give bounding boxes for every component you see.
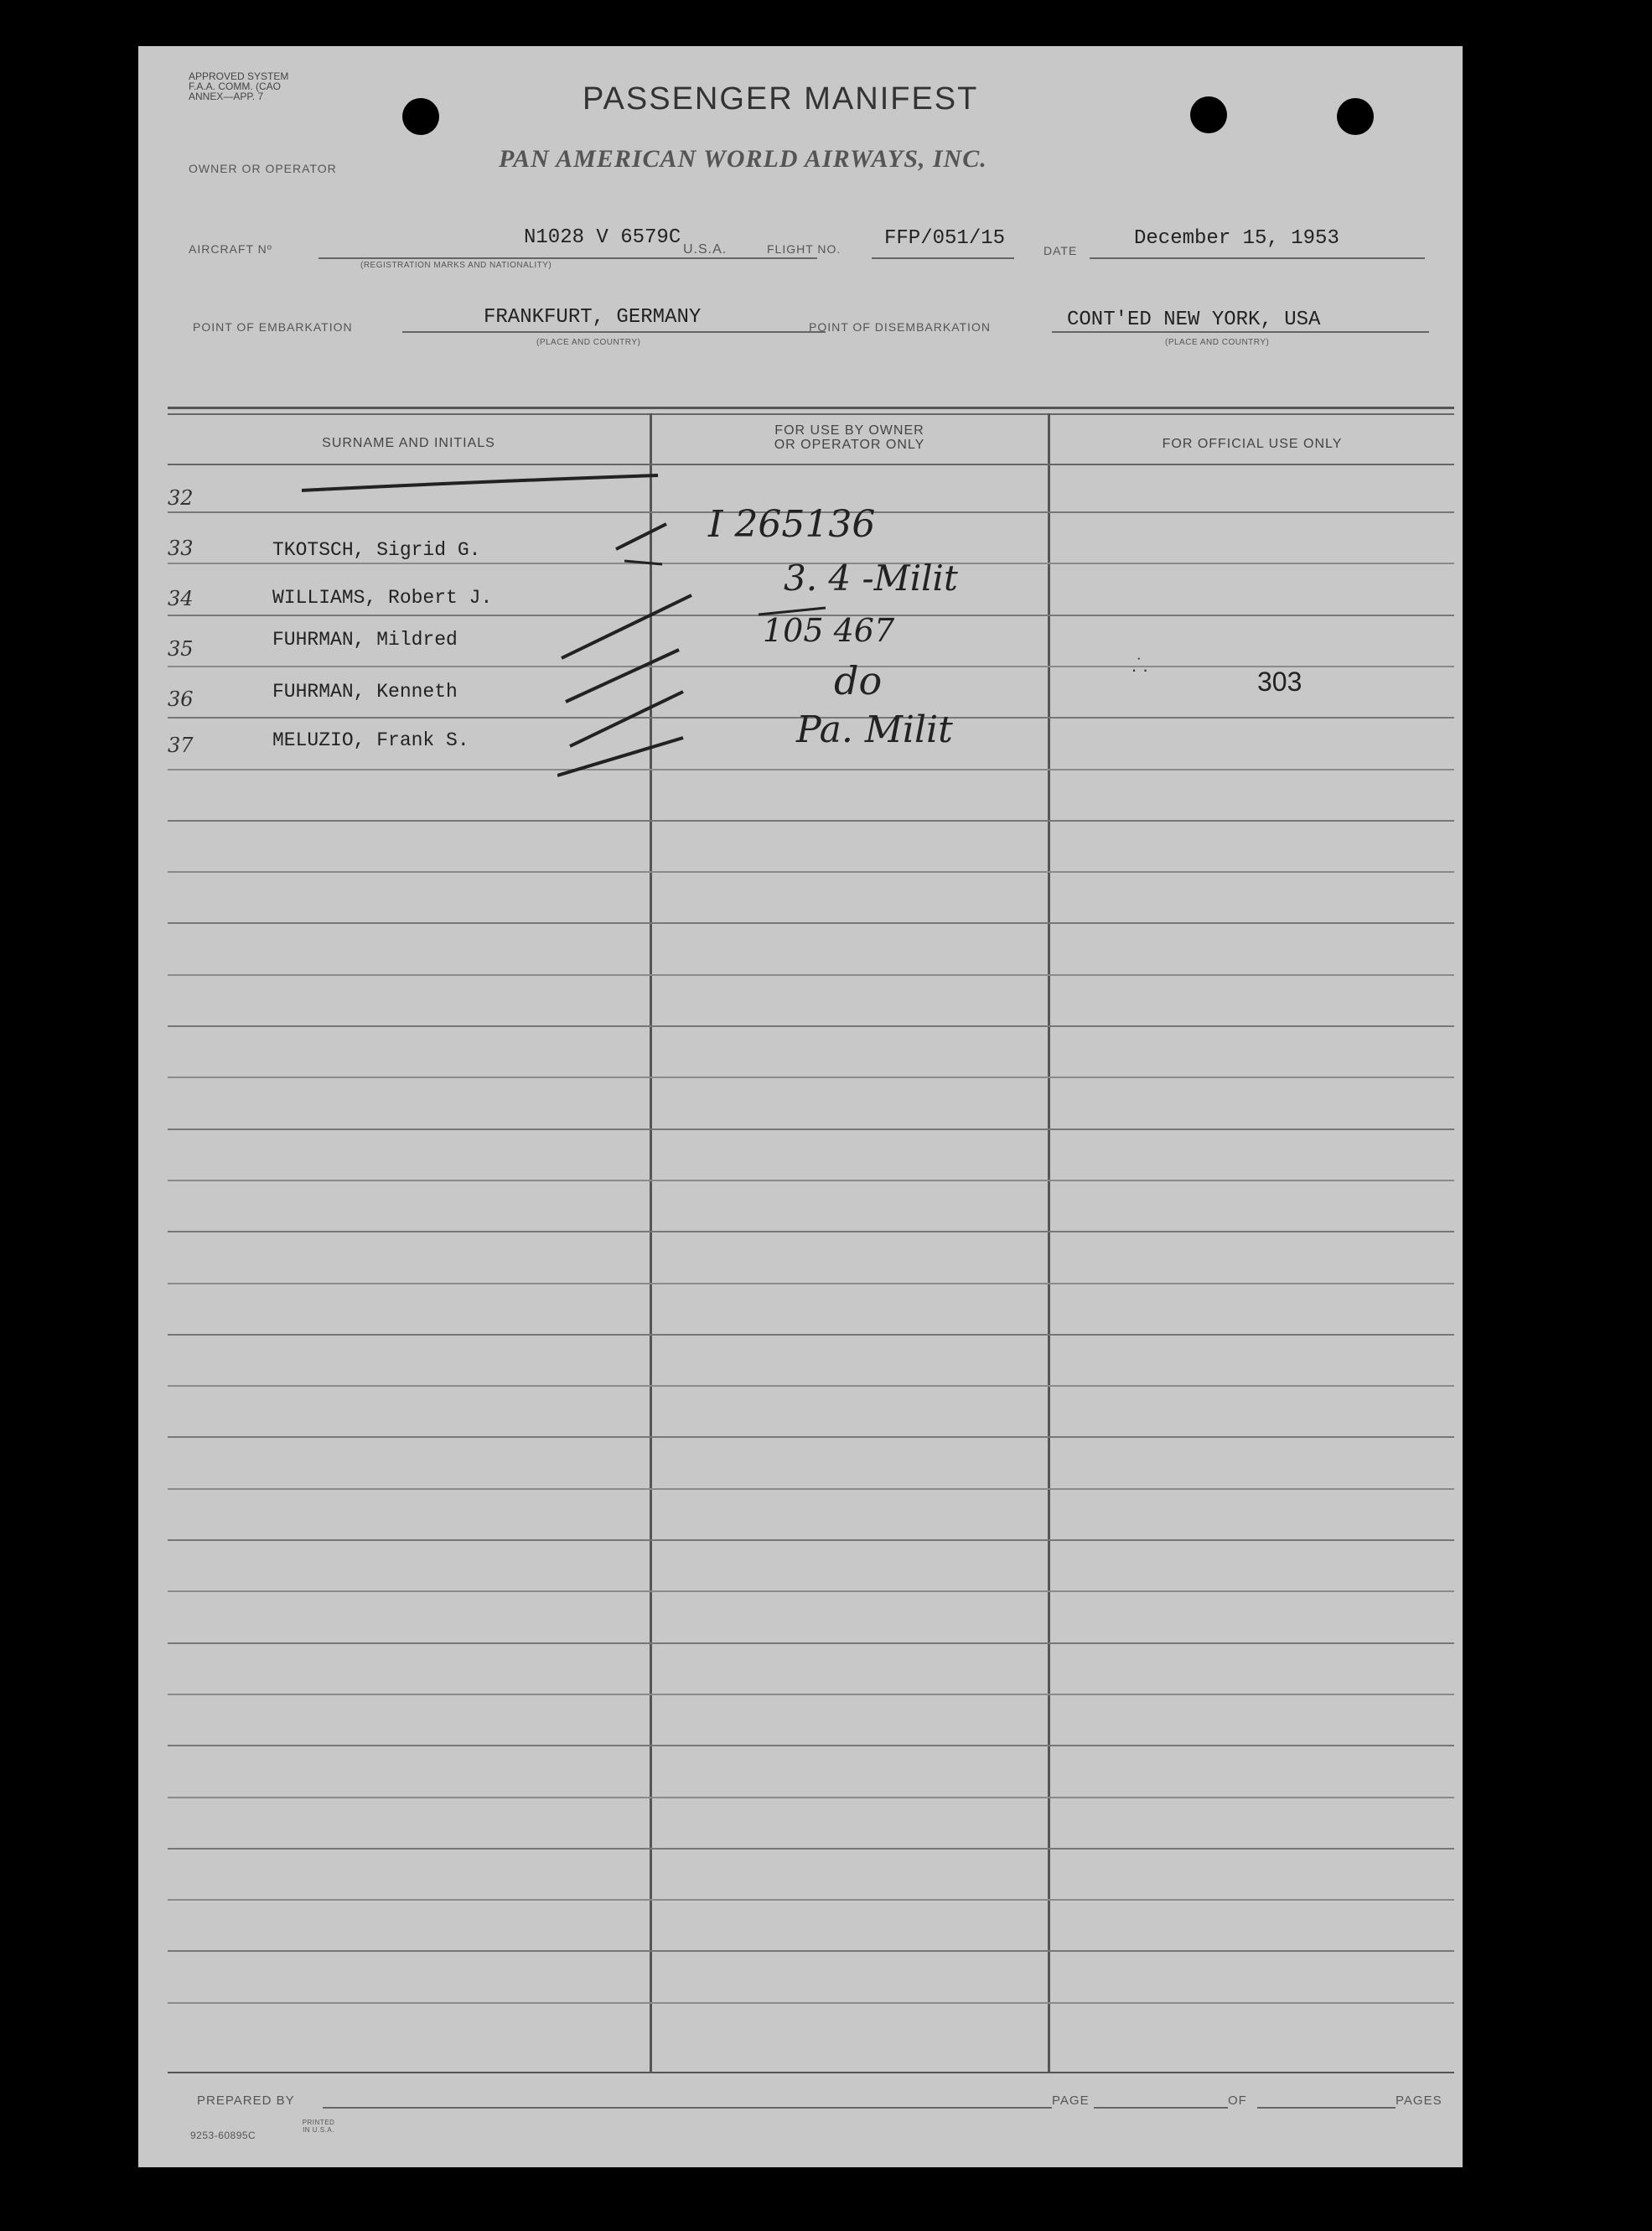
owner-note: 105 467 bbox=[763, 612, 895, 649]
form-number: 9253-60895C bbox=[190, 2130, 256, 2141]
ruled-line bbox=[168, 1642, 1454, 1644]
aircraft-value: N1028 V 6579C bbox=[524, 226, 681, 249]
ruled-line bbox=[168, 922, 1454, 924]
ruled-line bbox=[168, 1590, 1454, 1592]
ruled-line bbox=[168, 2002, 1454, 2004]
ruled-line bbox=[168, 1436, 1454, 1438]
ruled-line bbox=[168, 820, 1454, 822]
printed-mark: PRINTED IN U.S.A. bbox=[302, 2119, 335, 2134]
ruled-line bbox=[168, 974, 1454, 976]
ruled-line bbox=[168, 1488, 1454, 1490]
flight-label: FLIGHT NO. bbox=[767, 242, 842, 256]
ditto-marks: .˙. bbox=[1132, 655, 1148, 676]
aircraft-label: AIRCRAFT Nº bbox=[189, 242, 272, 256]
official-value: 303 bbox=[1257, 667, 1302, 697]
date-value: December 15, 1953 bbox=[1134, 227, 1339, 250]
row-number: 34 bbox=[168, 587, 194, 610]
column-header-surname: SURNAME AND INITIALS bbox=[322, 436, 495, 450]
row-number: 36 bbox=[168, 687, 194, 711]
owner-note: 3. 4 -Milit bbox=[784, 558, 958, 599]
passenger-name: FUHRMAN, Kenneth bbox=[272, 681, 458, 703]
owner-label: OWNER OR OPERATOR bbox=[189, 162, 337, 175]
ruled-line bbox=[168, 1848, 1454, 1850]
ruled-line bbox=[168, 1283, 1454, 1284]
passenger-name: WILLIAMS, Robert J. bbox=[272, 587, 493, 609]
handwritten-slashes bbox=[557, 516, 842, 784]
embarkation-note: (PLACE AND COUNTRY) bbox=[536, 338, 641, 347]
column-header-owner-use-line1: FOR USE BY OWNER bbox=[774, 423, 924, 438]
blank-swoosh bbox=[298, 465, 666, 499]
page-title: PASSENGER MANIFEST bbox=[583, 81, 979, 117]
ruled-line bbox=[168, 1025, 1454, 1027]
ruled-line bbox=[168, 1180, 1454, 1181]
row-number: 35 bbox=[168, 637, 194, 661]
table-top-rule bbox=[168, 407, 1454, 409]
owner-note: I 265136 bbox=[708, 503, 876, 546]
punch-hole bbox=[1337, 98, 1374, 135]
owner-note: do bbox=[834, 658, 883, 703]
ruled-line bbox=[168, 1128, 1454, 1130]
ruled-line bbox=[168, 1745, 1454, 1746]
column-header-owner-use-line2: OR OPERATOR ONLY bbox=[774, 438, 925, 452]
ruled-line bbox=[168, 1334, 1454, 1336]
ruled-line bbox=[168, 1899, 1454, 1901]
manifest-sheet bbox=[138, 46, 1463, 2167]
ruled-line bbox=[168, 1385, 1454, 1387]
ruled-line bbox=[168, 1950, 1454, 1952]
disembarkation-note: (PLACE AND COUNTRY) bbox=[1165, 338, 1270, 347]
punch-hole bbox=[402, 98, 439, 135]
row-number: 37 bbox=[168, 734, 194, 757]
column-divider bbox=[1048, 413, 1050, 2073]
passenger-name: TKOTSCH, Sigrid G. bbox=[272, 539, 481, 561]
owner-value: PAN AMERICAN WORLD AIRWAYS, INC. bbox=[499, 145, 987, 173]
disembarkation-label: POINT OF DISEMBARKATION bbox=[809, 320, 991, 334]
flight-value: FFP/051/15 bbox=[884, 227, 1006, 250]
ruled-line bbox=[168, 1077, 1454, 1078]
prepared-by-label: PREPARED BY bbox=[197, 2094, 295, 2108]
row-number: 32 bbox=[168, 486, 194, 510]
ruled-line bbox=[168, 1797, 1454, 1798]
date-label: DATE bbox=[1044, 244, 1078, 257]
ruled-line bbox=[168, 1231, 1454, 1232]
usa-label: U.S.A. bbox=[683, 242, 728, 257]
disembarkation-value: CONT'ED NEW YORK, USA bbox=[1067, 309, 1321, 331]
column-header-official: FOR OFFICIAL USE ONLY bbox=[1162, 437, 1343, 451]
passenger-name: FUHRMAN, Mildred bbox=[272, 629, 458, 651]
owner-note: Pa. Milit bbox=[796, 708, 953, 751]
row-number: 33 bbox=[168, 537, 194, 560]
embarkation-label: POINT OF EMBARKATION bbox=[193, 320, 353, 334]
approval-note: APPROVED SYSTEM F.A.A. COMM. (CAO ANNEX—APP. 7 bbox=[189, 70, 289, 102]
ruled-line bbox=[168, 871, 1454, 873]
ruled-line bbox=[168, 1694, 1454, 1695]
of-label: OF bbox=[1228, 2094, 1247, 2108]
passenger-name: MELUZIO, Frank S. bbox=[272, 729, 469, 751]
pages-label: PAGES bbox=[1396, 2094, 1442, 2108]
punch-hole bbox=[1190, 96, 1227, 133]
embarkation-value: FRANKFURT, GERMANY bbox=[484, 306, 702, 329]
ruled-line bbox=[168, 1539, 1454, 1541]
registration-note: (REGISTRATION MARKS AND NATIONALITY) bbox=[360, 261, 552, 270]
page-label: PAGE bbox=[1052, 2094, 1090, 2108]
column-header-owner-use bbox=[651, 423, 1048, 452]
